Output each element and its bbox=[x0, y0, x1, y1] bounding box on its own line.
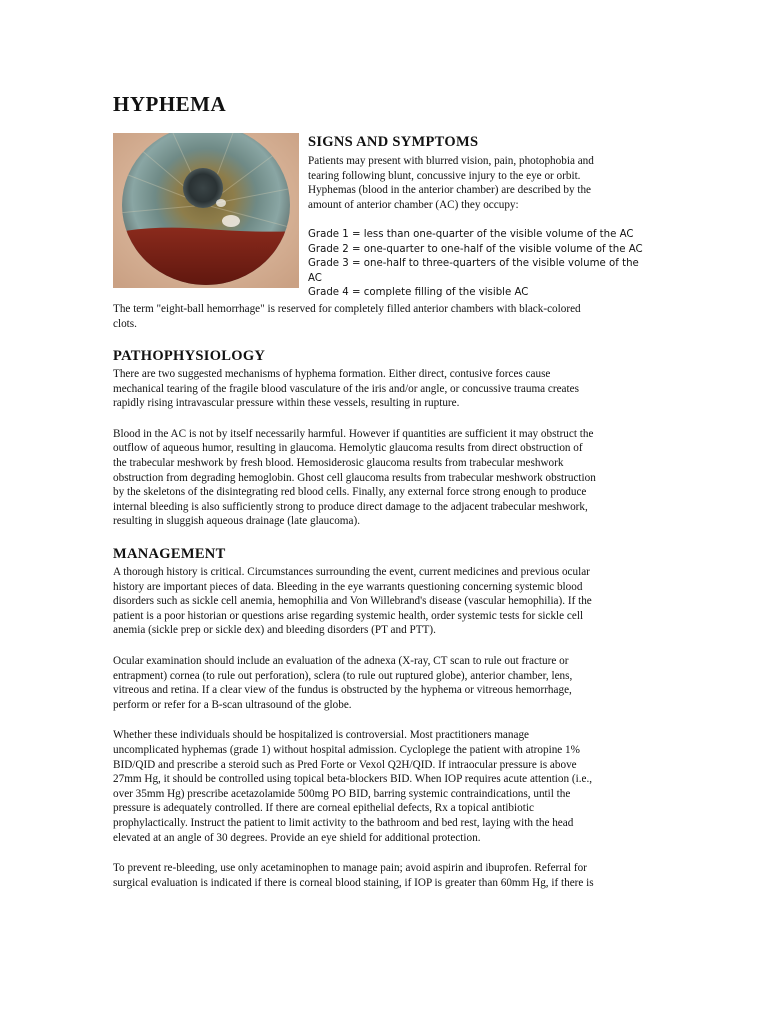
text-line: clots. bbox=[113, 317, 137, 330]
text-line: entrapment) cornea (to rule out perforation), sclera (to rule out ruptured globe), anterior chamber, lens, bbox=[113, 669, 573, 682]
text-line: mechanical tearing of the fragile blood vasculature of the iris and/or angle, or concussive trauma creates bbox=[113, 382, 579, 395]
text-line: by the skeletons of the disintegrating red blood cells. Finally, any external force strong enough to produce bbox=[113, 486, 587, 499]
paragraph bbox=[113, 367, 659, 411]
text-line: uncomplicated hyphemas (grade 1) without hospital admission. Cycloplege the patient with atropine 1% bbox=[113, 743, 580, 756]
text-line: elevated at an angle of 30 degrees. Provide an eye shield for additional protection. bbox=[113, 831, 481, 844]
text-line: tearing following blunt, concussive injury to the eye or orbit. bbox=[308, 169, 581, 182]
section-heading-management: MANAGEMENT bbox=[113, 546, 226, 562]
text-line: perform or refer for a B-scan ultrasound of the globe. bbox=[113, 698, 352, 711]
grade-item: Grade 2 = one-quarter to one-half of the visible volume of the AC bbox=[308, 243, 643, 255]
paragraph bbox=[113, 728, 659, 845]
paragraph bbox=[113, 654, 659, 712]
hyphema-eye-photo bbox=[113, 133, 299, 288]
text-line: internal bleeding is also sufficiently strong to produce direct damage to the adjacent trabecular meshwork, bbox=[113, 500, 588, 513]
text-line: pressure is adequately controlled. If there are corneal epithelial defects, Rx a topical antibiotic bbox=[113, 802, 534, 815]
text-line: 27mm Hg, it should be controlled using topical beta-blockers BID. When IOP requires acute attention (i.e., bbox=[113, 773, 593, 786]
text-line: vitreous and retina. If a clear view of the fundus is obstructed by the hyphema or vitreous hemorrhage, bbox=[113, 684, 572, 697]
text-line: There are two suggested mechanisms of hyphema formation. Either direct, contusive forces cause bbox=[113, 368, 551, 380]
paragraph bbox=[113, 427, 659, 529]
text-line: Ocular examination should include an evaluation of the adnexa (X-ray, CT scan to rule out fracture or bbox=[113, 654, 569, 667]
signs-and-symptoms-section bbox=[308, 134, 648, 300]
text-line: Blood in the AC is not by itself necessarily harmful. However if quantities are sufficient it may obstruct the bbox=[113, 427, 594, 440]
text-line: obstruction from degrading hemoglobin. Ghost cell glaucoma results from trabecular meshwork obstruction bbox=[113, 471, 596, 484]
grade-list bbox=[308, 228, 648, 300]
text-line: BID/QID and prescribe a steroid such as Pred Forte or Vexol Q2H/QID. If intraocular pressure is above bbox=[113, 758, 577, 771]
pathophysiology-section bbox=[113, 348, 659, 529]
text-line: To prevent re-bleeding, use only acetaminophen to manage pain; avoid aspirin and ibuprofen. Referral for bbox=[113, 862, 587, 875]
text-line: Hyphemas (blood in the anterior chamber) are described by the bbox=[308, 184, 591, 197]
text-line: The term "eight-ball hemorrhage" is reserved for completely filled anterior chambers with black-colored bbox=[113, 303, 581, 315]
text-line: patient is a poor historian or questions arise regarding systemic health, order systemic tests for sickle cell bbox=[113, 609, 584, 622]
text-line: disorders such as sickle cell anemia, hemophilia and Von Willebrand's disease (vascular hemophilia). If the bbox=[113, 595, 592, 608]
text-line: history are important pieces of data. Bleeding in the eye warrants questioning concerning systemic blood bbox=[113, 580, 583, 593]
text-line: prophylactically. Instruct the patient to limit activity to the bathroom and bed rest, laying with the head bbox=[113, 816, 574, 829]
section-heading-pathophysiology: PATHOPHYSIOLOGY bbox=[113, 348, 266, 364]
paragraph bbox=[113, 565, 659, 638]
grade-item: Grade 4 = complete filling of the visible AC bbox=[308, 287, 529, 298]
eight-ball-paragraph bbox=[113, 302, 659, 331]
text-line: anemia (sickle prep or sickle dex) and bleeding disorders (PT and PTT). bbox=[113, 624, 436, 637]
text-line: A thorough history is critical. Circumstances surrounding the event, current medicines and previous ocular bbox=[113, 566, 590, 578]
management-section bbox=[113, 546, 659, 890]
text-line: surgical evaluation is indicated if there is corneal blood staining, if IOP is greater than 60mm Hg, if there is bbox=[113, 876, 594, 889]
section-heading-signs: SIGNS AND SYMPTOMS bbox=[308, 134, 479, 150]
page-title: HYPHEMA bbox=[113, 92, 227, 116]
grade-item: Grade 3 = one-half to three-quarters of the visible volume of the AC bbox=[308, 258, 639, 284]
text-line: over 35mm Hg) prescribe acetazolamide 500mg PO BID, barring systemic contraindications, until the bbox=[113, 787, 571, 800]
paragraph bbox=[113, 861, 659, 890]
grade-item: Grade 1 = less than one-quarter of the visible volume of the AC bbox=[308, 229, 634, 241]
text-line: rapidly rising intravascular pressure within these vessels, resulting in rupture. bbox=[113, 397, 460, 410]
text-line: the trabecular meshwork by fresh blood. Hemosiderosic glaucoma results from trabecular meshwork bbox=[113, 456, 564, 469]
text-line: Patients may present with blurred vision, pain, photophobia and bbox=[308, 155, 594, 167]
text-line: outflow of aqueous humor, resulting in glaucoma. Hemolytic glaucoma results from direct obstruction of bbox=[113, 442, 583, 455]
text-line: Whether these individuals should be hospitalized is controversial. Most practitioners manage bbox=[113, 729, 530, 742]
text-line: amount of anterior chamber (AC) they occupy: bbox=[308, 198, 519, 211]
text-line: resulting in sluggish aqueous drainage (late glaucoma). bbox=[113, 515, 360, 528]
